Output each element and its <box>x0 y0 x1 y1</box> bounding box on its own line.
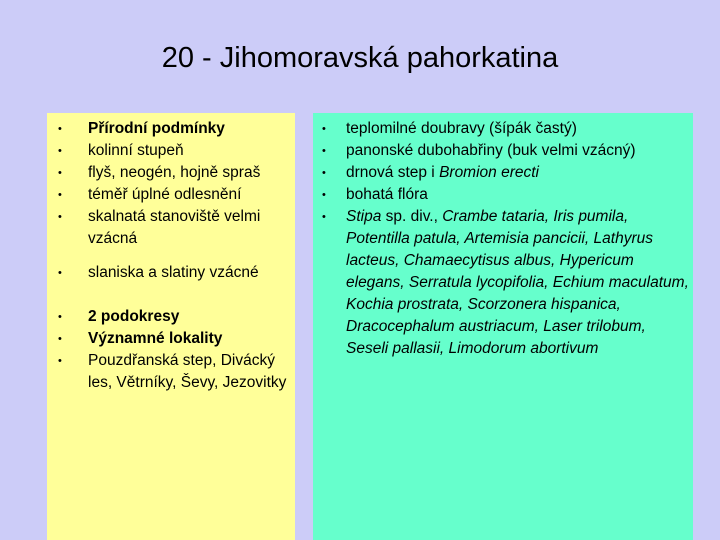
left-panel <box>47 113 295 540</box>
list-item <box>47 140 295 162</box>
list-item-text: Významné lokality <box>88 330 223 347</box>
list-item <box>47 306 295 328</box>
list-item <box>47 184 295 206</box>
list-item <box>313 206 693 360</box>
list-item-italic-text: Crambe tataria, Iris pumila, Potentilla patula, Artemisia pancicii, Lathyrus lacteus, Chamaecytisus albus, Hypericum elegans, Serratula lycopifolia, Echium maculatum, Kochia prostrata, Scorzonera hispanica, Dracocephalum austriacum, Laser trilobum, Seseli pallasii, Limodorum abortivum <box>346 208 689 357</box>
list-item <box>47 118 295 140</box>
bullet-icon: • <box>58 355 62 367</box>
slide-title: 20 - Jihomoravská pahorkatina <box>161 42 559 74</box>
list-item-text: sp. div., <box>381 208 443 225</box>
bullet-icon: • <box>58 145 62 157</box>
list-item <box>313 162 693 184</box>
list-item-text: flyš, neogén, hojně spraš <box>88 164 261 181</box>
right-bullet-list <box>313 118 693 360</box>
list-item-italic-text: Bromion erecti <box>439 164 539 181</box>
list-item <box>313 140 693 162</box>
list-item-text: Přírodní podmínky <box>88 120 225 137</box>
bullet-icon: • <box>322 123 326 135</box>
list-item-text: bohatá flóra <box>346 186 428 203</box>
list-item <box>47 206 295 250</box>
right-panel <box>313 113 693 540</box>
list-item <box>313 184 693 206</box>
bullet-icon: • <box>58 333 62 345</box>
left-bullet-list <box>47 118 295 394</box>
bullet-icon: • <box>322 167 326 179</box>
list-item-text: téměř úplné odlesnění <box>88 186 242 203</box>
list-item <box>47 162 295 184</box>
list-item <box>47 328 295 350</box>
list-item <box>313 118 693 140</box>
list-item <box>47 262 295 284</box>
list-item-text: 2 podokresy <box>88 308 180 325</box>
bullet-icon: • <box>58 267 62 279</box>
list-item-text: teplomilné doubravy (šípák častý) <box>346 120 577 137</box>
list-item-text: drnová step i <box>346 164 440 181</box>
bullet-icon: • <box>58 167 62 179</box>
bullet-icon: • <box>58 211 62 223</box>
list-item-text: Pouzdřanská step, Divácký les, Větrníky, Ševy, Jezovitky <box>88 352 287 391</box>
list-item-italic-text: Stipa <box>346 208 382 225</box>
bullet-icon: • <box>322 189 326 201</box>
list-item-text: kolinní stupeň <box>88 142 184 159</box>
list-item-text: panonské dubohabřiny (buk velmi vzácný) <box>346 142 636 159</box>
list-item-text: slaniska a slatiny vzácné <box>88 264 259 281</box>
bullet-icon: • <box>58 123 62 135</box>
bullet-icon: • <box>322 145 326 157</box>
bullet-icon: • <box>58 311 62 323</box>
list-item-text: skalnatá stanoviště velmi vzácná <box>88 208 261 247</box>
list-item <box>47 350 295 394</box>
bullet-icon: • <box>58 189 62 201</box>
bullet-icon: • <box>322 211 326 223</box>
